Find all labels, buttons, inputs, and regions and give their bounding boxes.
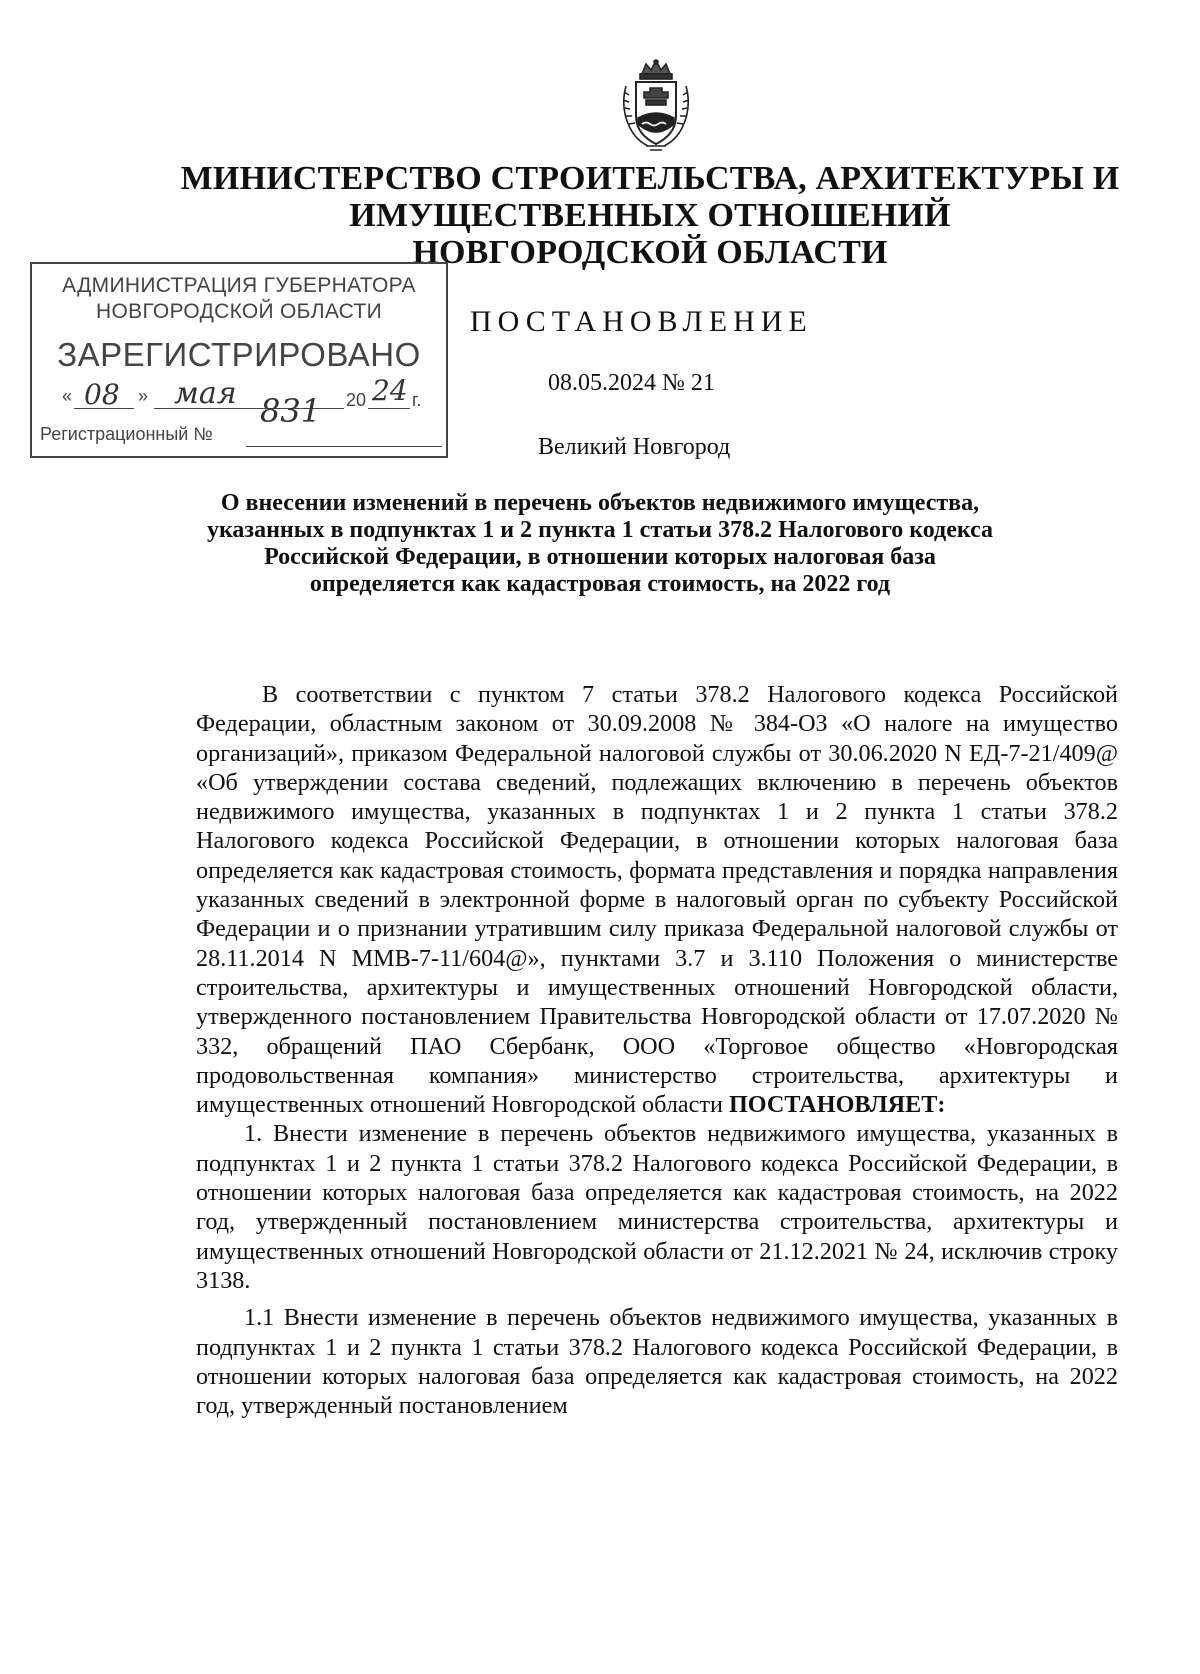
stamp-date-row: « 08 » мая 20 24 г. [62,374,422,411]
registration-stamp [30,262,448,458]
decree-body [196,680,1118,1420]
stamp-year-suffix: 24 [372,374,408,407]
decree-city: Великий Новгород [538,434,731,460]
ministry-name [150,160,1150,271]
preamble-paragraph [196,680,1118,1119]
coat-of-arms-icon [616,58,696,154]
stamp-month: мая [174,376,237,411]
item-1-paragraph: 1. Внести изменение в перечень объектов недвижимого имущества, указанных в подпунктах 1 и 2 пункта 1 статьи 378.2 Налогового кодекса Российской Федерации, в отношении которых налоговая база определяется как кадастровая стоимость, на 2022 год, утвержденный постановлением министерства строительства, архитектуры и имущественных отношений Новгородской области от 21.12.2021 № 24, исключив строку 3138. [196,1120,1118,1294]
stamp-reg-label: Регистрационный № [40,424,213,444]
item-1-1-paragraph: 1.1 Внести изменение в перечень объектов недвижимого имущества, указанных в подпунктах 1 и 2 пункта 1 статьи 378.2 Налогового кодекса Российской Федерации, в отношении которых налоговая база определяется как кадастровая стоимость, на 2022 год, утвержденный постановлением [196,1304,1118,1420]
stamp-reg-number: 831 [260,392,322,430]
ministry-line-1: МИНИСТЕРСТВО СТРОИТЕЛЬСТВА, АРХИТЕКТУРЫ И [180,160,1120,197]
subject-line-3: Российской Федерации, в отношении которых налоговая база [264,544,936,570]
ministry-line-3: НОВГОРОДСКОЙ ОБЛАСТИ [412,234,888,271]
stamp-org-line-1: АДМИНИСТРАЦИЯ ГУБЕРНАТОРА [62,274,416,297]
subject-line-2: указанных в подпунктах 1 и 2 пункта 1 статьи 378.2 Налогового кодекса [206,517,994,543]
subject-line-4: определяется как кадастровая стоимость, на 2022 год [309,571,891,597]
decree-subject [140,490,1060,598]
stamp-org-line-2: НОВГОРОДСКОЙ ОБЛАСТИ [96,300,382,323]
ministry-line-2: ИМУЩЕСТВЕННЫХ ОТНОШЕНИЙ [349,197,951,234]
decree-date-number: 08.05.2024 № 21 [548,370,715,396]
subject-line-1: О внесении изменений в перечень объектов недвижимого имущества, [220,490,980,516]
stamp-year-unit: г. [412,390,422,410]
stamp-registered: ЗАРЕГИСТРИРОВАНО [57,336,421,373]
preamble-text: В соответствии с пунктом 7 статьи 378.2 Налогового кодекса Российской Федерации, областным законом от 30.09.2008 № 384-ОЗ «О налоге на имущество организаций», приказом Федеральной налоговой службы от 30.06.2020 N ЕД-7-21/409@ «Об утверждении состава сведений, подлежащих включению в перечень объектов недвижимого имущества, указанных в подпунктах 1 и 2 пункта 1 статьи 378.2 Налогового кодекса Российской Федерации, в отношении которых налоговая база определяется как кадастровая стоимость, формата представления и порядка направления указанных сведений в электронной форме в налоговый орган по субъекту Российской Федерации и о признании утратившим силу приказа Федеральной налоговой службы от 28.11.2014 N ММВ-7-11/604@», пунктами 3.7 и 3.110 Положения о министерстве строительства, архитектуры и имущественных отношений Новгородской области, утвержденного постановлением Правительства Новгородской области от 17.07.2020 № 332, обращений ПАО Сбербанк, ООО «Торговое общество «Новгородская продовольственная компания» министерство строительства, архитектуры и имущественных отношений Новгородской области [196,681,1118,1119]
stamp-day: 08 [84,378,120,411]
decree-title: ПОСТАНОВЛЕНИЕ [470,305,813,338]
stamp-year-prefix: 20 [346,390,367,410]
resolves-word: ПОСТАНОВЛЯЕТ: [728,1091,946,1119]
